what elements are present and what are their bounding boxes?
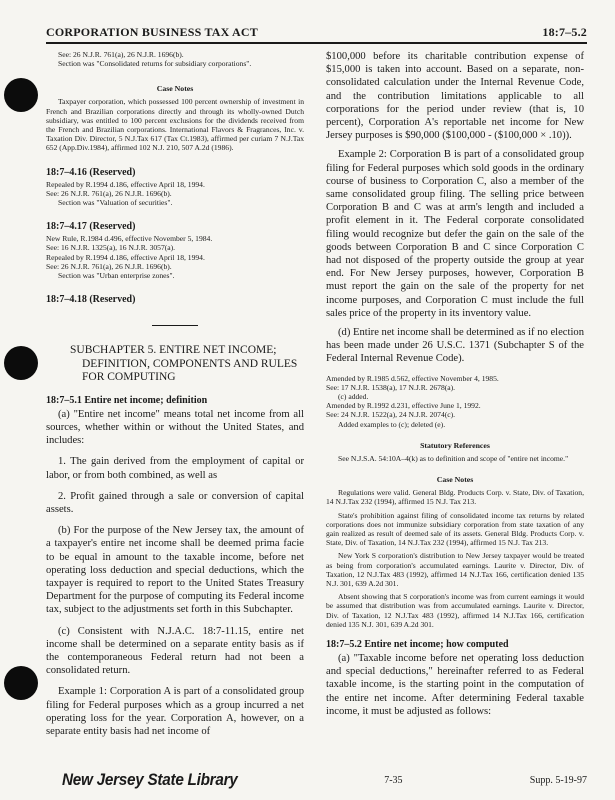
amendment-notes xyxy=(326,374,584,429)
page-footer xyxy=(62,770,587,790)
case-note: Regulations were valid. General Bldg. Products Corp. v. State, Div. of Taxation, 14 N.J.Tax 232 (1994), affirmed 15 N.J. Tax 213. xyxy=(326,488,584,507)
top-note: Section was "Consolidated returns for subsidiary corporations". xyxy=(58,59,252,69)
history-note: Amended by R.1992 d.231, effective June 1, 1992. xyxy=(326,401,481,411)
punch-hole-top xyxy=(4,78,38,112)
paragraph-c: (c) Consistent with N.J.A.C. 18:7-11.15, entire net income shall be determined on a separate entity basis as if the contemporaneous Federal return had not been a consolidated return. xyxy=(46,625,304,677)
history-note: Added examples to (c); deleted (e). xyxy=(338,419,446,429)
section-heading-5-1: 18:7–5.1 Entire net income; definition xyxy=(46,394,208,406)
header-section: 18:7–5.2 xyxy=(542,25,587,39)
case-note: State's prohibition against filing of consolidated income tax returns by related corporations does not immunize subsidiary corporation from state taxation of any gain realized as result of deemed sale of its assets. General Bldg. Products Corp. v. State, Div. of Taxation, 14 N.J.Tax 232 (1994), affirmed 15 N.J. Tax 213. xyxy=(326,510,584,548)
case-notes-heading: Case Notes xyxy=(436,475,474,485)
list-item-1: 1. The gain derived from the employment of capital or labor, or from both combined, as well as xyxy=(46,456,304,481)
example-1-continued: $100,000 before its charitable contribution expense of $15,000 is taken into account. Based on a separate, non-consolidated calculation under the Internal Revenue Code, and the contribution limitations applicable to all corporations for the period under review (that is, 10 percent), Corporation A's reportable net income for New Jersey purposes is $90,000 ($100,000 - ($100,000 × .10)). xyxy=(326,51,584,142)
history-note: See: 17 N.J.R. 1538(a), 17 N.J.R. 2678(a). xyxy=(326,382,456,392)
history-note: See: 16 N.J.R. 1325(a), 16 N.J.R. 3057(a). xyxy=(46,243,176,253)
section-heading-4-18: 18:7–4.18 (Reserved) xyxy=(46,294,136,306)
section-heading-4-16: 18:7–4.16 (Reserved) xyxy=(46,166,136,178)
supplement-date: Supp. 5-19-97 xyxy=(529,774,587,786)
statutory-reference: See N.J.S.A. 54:10A–4(k) as to definition and scope of "entire net income." xyxy=(338,453,569,463)
top-note: See: 26 N.J.R. 761(a), 26 N.J.R. 1696(b). xyxy=(58,50,184,59)
statutory-references-heading: Statutory References xyxy=(420,440,490,450)
case-note: Absent showing that S corporation's income was from current earnings it would be assumed that distribution was from accumulated earnings. Laurite v. Director, Div. of Taxation, 12 N.J.Tax 483 (1992), affirmed 14 N.J.Tax 166, certification denied 135 N.J. 301, 639 A.2d 301. xyxy=(326,592,584,629)
divider xyxy=(152,325,198,326)
history-note: See: 24 N.J.R. 1522(a), 24 N.J.R. 2074(c). xyxy=(326,410,456,420)
library-stamp: New Jersey State Library xyxy=(62,770,238,789)
history-note: Section was "Valuation of securities". xyxy=(58,198,173,208)
paragraph-b: (b) For the purpose of the New Jersey tax, the amount of a taxpayer's entire net income shall be deemed prima facie to be equal in amount to the taxable income, before net operating loss deduction and special deductions, which the taxpayer is required to report to the United States Treasury Department for the purpose of computing its Federal income tax, subject to the adjustments set forth in this Subchapter. xyxy=(46,525,304,616)
header-title: CORPORATION BUSINESS TAX ACT xyxy=(46,25,258,39)
section-heading-4-17: 18:7–4.17 (Reserved) xyxy=(46,221,136,233)
history-note: See: 26 N.J.R. 761(a), 26 N.J.R. 1696(b). xyxy=(46,261,172,271)
history-note: Section was "Urban enterprise zones". xyxy=(58,271,175,281)
history-note: Repealed by R.1994 d.186, effective April 18, 1994. xyxy=(46,252,205,262)
case-note: New York S corporation's distribution to New Jersey taxpayer would be treated as being from corporation's accumulated earnings. Laurite v. Director, Div. of Taxation, 12 N.J.Tax 483 (1992), affirmed 14 N.J.Tax 166, certification denied 135 N.J. 301, 639 A.2d 301. xyxy=(326,551,584,588)
history-note: See: 26 N.J.R. 761(a), 26 N.J.R. 1696(b). xyxy=(46,188,172,198)
paragraph-a: (a) "Entire net income" means total net income from all sources, whether within or without the United States, and includes: xyxy=(46,408,304,447)
history-note: (c) added. xyxy=(338,392,369,402)
section-heading-5-2: 18:7–5.2 Entire net income; how computed xyxy=(326,638,509,650)
paragraph-d: (d) Entire net income shall be determined as if no election has been made under 26 U.S.C. 1371 (Subchapter S of the Federal Internal Revenue Code). xyxy=(326,327,584,365)
example-1: Example 1: Corporation A is part of a consolidated group filing for Federal purposes which as a group incurred a net operating loss for the year. Corporation A, however, on a separate entity basis had net income of xyxy=(46,686,304,738)
page-number: 7-35 xyxy=(384,774,403,786)
history-note: Amended by R.1985 d.562, effective November 4, 1985. xyxy=(326,373,499,383)
running-header xyxy=(46,22,587,44)
history-note: Repealed by R.1994 d.186, effective April 18, 1994. xyxy=(46,179,205,189)
case-note: Taxpayer corporation, which possessed 100 percent ownership of investment in French and Brazilian corporations directly and through its wholly-owned Dutch subsidiary, was entitled to 100 percent exclusions for the dividends received from the French and Brazilian corporations. International Flavors & Fragrances, Inc. v. Taxation Div. Director, 5 N.J.Tax 617 (Tax Ct.1983), affirmed per curiam 7 N.J.Tax 652 (App.Div.1984), affirmed 102 N.J. 210, 507 A.2d (1986). xyxy=(46,97,304,153)
right-column xyxy=(326,50,584,718)
subchapter-heading: SUBCHAPTER 5. ENTIRE NET INCOME; DEFINITION, COMPONENTS AND RULES FOR COMPUTING xyxy=(70,344,298,384)
list-item-2: 2. Profit gained through a sale or conversion of capital assets. xyxy=(46,490,304,515)
example-2: Example 2: Corporation B is part of a consolidated group filing for Federal purposes which sold goods in the ordinary course of business to Corporation C, also a member of the same consolidated group filing. The selling price between Corporation B and C was at arm's length and included a profit element in it. The Federal corporate consolidated filing would recognize but defer the gain on the sale of the goods between Corporation B and C since Corporation C had not disposed of the property outside the group at year end. For New Jersey purposes, however, Corporation B must report the gain on the sale of the property for net income purposes, and Corporation C must include the full sales price of the property in its inventory value. xyxy=(326,149,584,319)
left-column xyxy=(46,50,304,738)
history-note: New Rule, R.1984 d.496, effective November 5, 1984. xyxy=(46,234,213,244)
section-5-2-text: (a) "Taxable income before net operating loss deduction and special deductions," hereinafter referred to as Federal taxable income, is the starting point in the computation of the entire net income. After determining Federal taxable income, it must be adjusted as follows: xyxy=(326,652,584,717)
case-notes-heading: Case Notes xyxy=(156,84,194,94)
punch-hole-bottom xyxy=(4,666,38,700)
punch-hole-middle xyxy=(4,346,38,380)
